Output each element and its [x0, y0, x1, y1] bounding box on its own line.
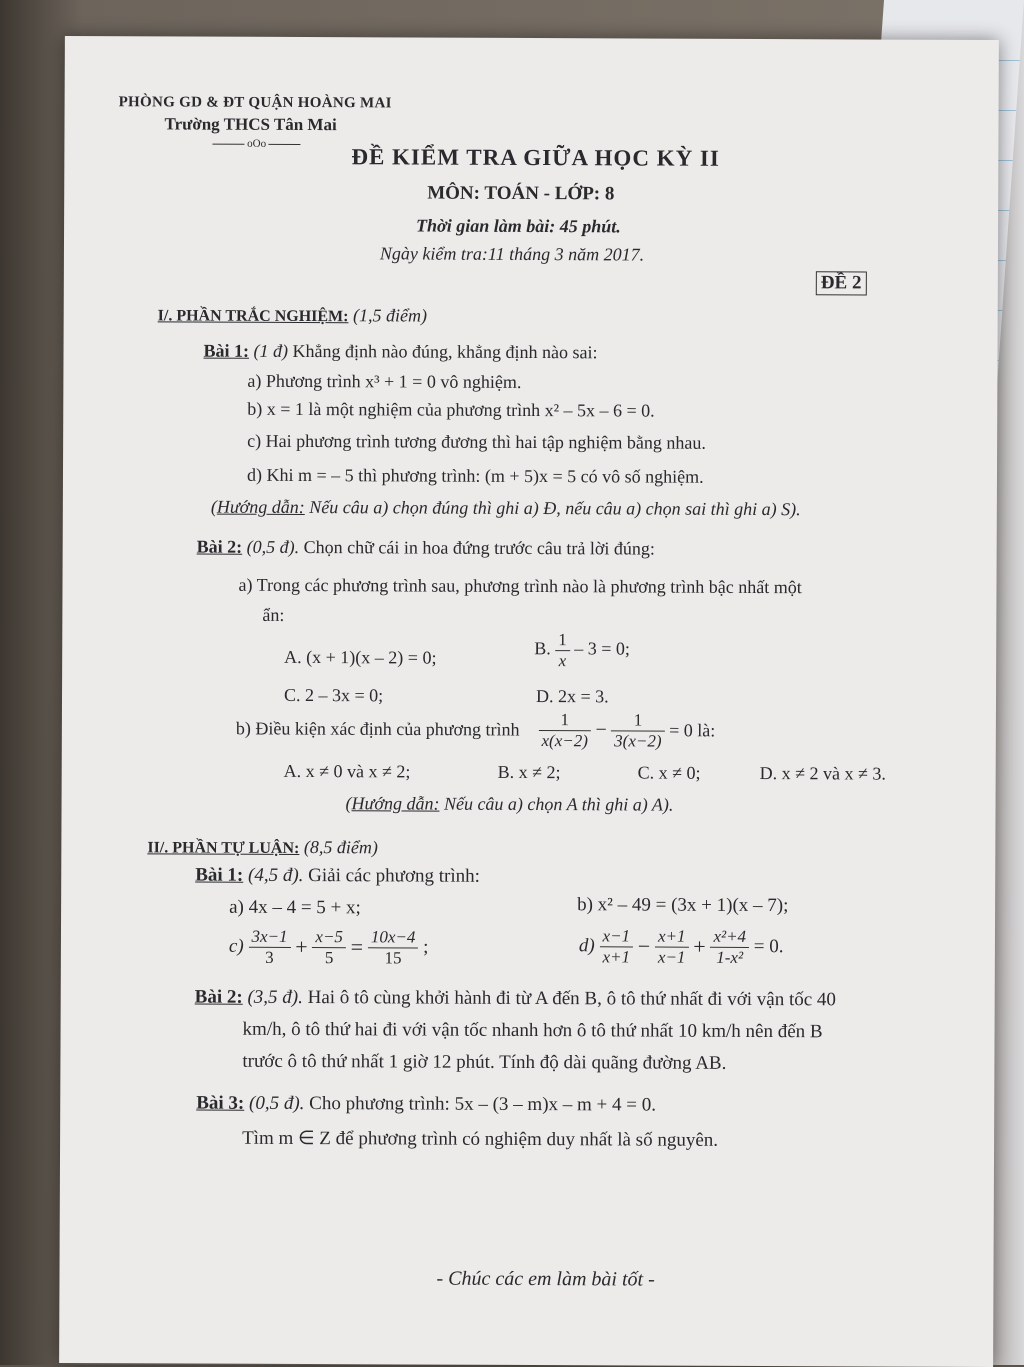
c-fraction-1	[248, 927, 290, 967]
d-fraction-2	[655, 927, 689, 967]
optB-numerator: 1	[555, 630, 570, 651]
d-end: = 0.	[753, 936, 784, 958]
c-f3-num: 10x−4	[368, 927, 419, 948]
p1-bai2-guide-row: (Hướng dẫn: Nếu câu a) chọn A thì ghi a) A).	[345, 793, 674, 815]
exam-subject: MÔN: TOÁN - LỚP: 8	[427, 182, 615, 205]
part1-heading-row	[158, 304, 427, 326]
p2-bai1-a: a) 4x – 4 = 5 + x;	[229, 896, 361, 919]
part2-heading-row	[147, 836, 378, 858]
optB-denominator: x	[558, 650, 567, 670]
p1-bai2-bA: A. x ≠ 0 và x ≠ 2;	[283, 760, 411, 782]
d-f2-den: x−1	[657, 947, 686, 967]
part1-heading: I/. PHẦN TRẮC NGHIỆM:	[157, 307, 349, 326]
p2-bai1-b: b) x² – 49 = (3x + 1)(x – 7);	[577, 894, 789, 917]
p1-bai2-bD: D. x ≠ 2 và x ≠ 3.	[759, 763, 886, 784]
p1-bai1-guide-label: Hướng dẫn:	[216, 496, 305, 518]
exam-paper	[59, 36, 999, 1367]
p2-bai1-prompt: Giải các phương trình:	[308, 865, 481, 887]
p1-bai1-a: a) Phương trình x³ + 1 = 0 vô nghiệm.	[247, 370, 522, 392]
c-label: c)	[228, 935, 244, 957]
c-f1-den: 3	[265, 947, 274, 967]
d-f2-num: x+1	[655, 927, 689, 948]
part2-heading: II/. PHẦN TỰ LUẬN:	[147, 839, 300, 857]
p1-bai1-b: b) x = 1 là một nghiệm của phương trình x² – 5x – 6 = 0.	[247, 398, 655, 421]
d-f1-den: x+1	[602, 946, 631, 966]
p2-bai2-line3: trước ô tô thứ nhất 1 giờ 12 phút. Tính độ dài quãng đường AB.	[242, 1050, 727, 1074]
p2-bai3-points: (0,5 đ).	[248, 1092, 305, 1115]
p2-bai1-c	[229, 927, 429, 968]
p1-bai2-b-row	[236, 709, 716, 751]
b-minus: −	[595, 718, 607, 741]
p1-bai2-bC: C. x ≠ 0;	[637, 762, 701, 783]
d-label: d)	[578, 935, 595, 957]
part1-points: (1,5 điểm)	[352, 305, 428, 326]
p1-bai2-optC: C. 2 – 3x = 0;	[283, 684, 384, 706]
p2-bai2-row	[195, 987, 836, 1012]
b-f1-num: 1	[539, 710, 591, 731]
c-fraction-2	[312, 927, 346, 967]
c-plus: +	[295, 934, 308, 960]
c-f2-den: 5	[324, 947, 334, 967]
p1-bai2-optA: A. (x + 1)(x – 2) = 0;	[284, 646, 437, 668]
p1-bai2-optB	[534, 630, 630, 671]
closing-note: - Chúc các em làm bài tốt -	[436, 1267, 655, 1291]
p1-bai1-points: (1 đ)	[253, 340, 289, 361]
ornament-text: oOo	[247, 137, 267, 150]
b-f1-den: x(x−2)	[541, 730, 588, 750]
p1-bai2-guide-label: Hướng dẫn:	[351, 793, 440, 814]
p1-bai1-c: c) Hai phương trình tương đương thì hai tập nghiệm bằng nhau.	[247, 430, 706, 453]
school-name: Trường THCS Tân Mai	[164, 114, 337, 135]
d-fraction-3	[710, 927, 749, 967]
d-fraction-1	[599, 926, 633, 966]
p1-bai1-prompt: Khẳng định nào đúng, khẳng định nào sai:	[292, 340, 598, 363]
b-suffix: = 0 là:	[669, 720, 716, 741]
c-eq: =	[350, 934, 364, 960]
c-fraction-3	[368, 927, 419, 967]
p2-bai2-points: (3,5 đ).	[247, 986, 303, 1009]
optB-prefix: B.	[534, 638, 551, 659]
p2-bai3-line1: Cho phương trình: 5x – (3 – m)x – m + 4 = 0.	[309, 1093, 657, 1116]
p2-bai2-line2: km/h, ô tô thứ hai đi với vận tốc nhanh hơn ô tô thứ nhất 10 km/h nên đến B	[242, 1018, 823, 1043]
p1-bai1-row	[203, 341, 597, 364]
part2-points: (8,5 điểm)	[303, 837, 378, 858]
p1-bai1-label: Bài 1:	[203, 340, 250, 361]
optB-suffix: – 3 = 0;	[574, 638, 630, 659]
exam-title: ĐỀ KIỂM TRA GIỮA HỌC KỲ II	[351, 144, 720, 171]
p2-bai3-line2: Tìm m ∈ Z để phương trình có nghiệm duy nhất là số nguyên.	[242, 1127, 719, 1151]
c-f2-num: x−5	[312, 927, 346, 948]
p1-bai2-bB: B. x ≠ 2;	[497, 761, 561, 783]
school-department: PHÒNG GD & ĐT QUẬN HOÀNG MAI	[118, 94, 392, 112]
b-prefix: b) Điều kiện xác định của phương trình	[235, 718, 520, 740]
d-f3-num: x²+4	[710, 927, 749, 948]
p2-bai2-label: Bài 2:	[194, 986, 243, 1008]
p2-bai3-row	[196, 1093, 656, 1117]
header-ornament	[212, 138, 301, 150]
p2-bai1-d	[579, 926, 784, 967]
p1-bai1-guide: Nếu câu a) chọn đúng thì ghi a) Đ, nếu câu a) chọn sai thì ghi a) S).	[309, 497, 801, 520]
d-f1-num: x−1	[600, 926, 634, 947]
p2-bai1-label: Bài 1:	[195, 864, 244, 886]
p1-bai2-label: Bài 2:	[196, 536, 243, 557]
p1-bai2-a-line1: a) Trong các phương trình sau, phương trình nào là phương trình bậc nhất một	[238, 574, 802, 598]
c-end: ;	[423, 936, 429, 958]
p1-bai2-a-line2: ẩn:	[262, 604, 285, 625]
p1-bai2-optD: D. 2x = 3.	[535, 686, 609, 707]
b-f2-num: 1	[611, 710, 664, 731]
b-fraction-2	[611, 710, 665, 750]
c-f1-num: 3x−1	[248, 927, 290, 948]
p2-bai3-label: Bài 3:	[196, 1092, 245, 1114]
p2-bai1-points: (4,5 đ).	[247, 864, 304, 887]
exam-version-badge: ĐỀ 2	[816, 271, 867, 295]
b-f2-den: 3(x−2)	[614, 730, 662, 751]
c-f3-den: 15	[384, 947, 402, 967]
p1-bai1-guide-row: (Hướng dẫn: Nếu câu a) chọn đúng thì ghi a) Đ, nếu câu a) chọn sai thì ghi a) S).	[210, 496, 801, 520]
optB-fraction	[555, 630, 570, 670]
p1-bai2-prompt: Chọn chữ cái in hoa đứng trước câu trả lời đúng:	[303, 537, 655, 559]
p1-bai1-d: d) Khi m = – 5 thì phương trình: (m + 5)x = 5 có vô số nghiệm.	[246, 464, 704, 487]
p2-bai2-line1: Hai ô tô cùng khởi hành đi từ A đến B, ô tô thứ nhất đi với vận tốc 40	[307, 987, 836, 1011]
p1-bai2-points: (0,5 đ).	[246, 536, 300, 557]
b-fraction-1	[538, 710, 591, 750]
p1-bai2-row	[197, 537, 655, 560]
d-minus: −	[637, 933, 651, 959]
p2-bai1-row	[195, 865, 480, 888]
exam-date: Ngày kiểm tra:11 tháng 3 năm 2017.	[379, 243, 645, 265]
p1-bai2-guide: Nếu câu a) chọn A thì ghi a) A).	[443, 793, 674, 815]
d-f3-den: 1-x²	[716, 947, 744, 967]
exam-time: Thời gian làm bài: 45 phút.	[416, 215, 621, 237]
d-plus: +	[693, 933, 706, 959]
